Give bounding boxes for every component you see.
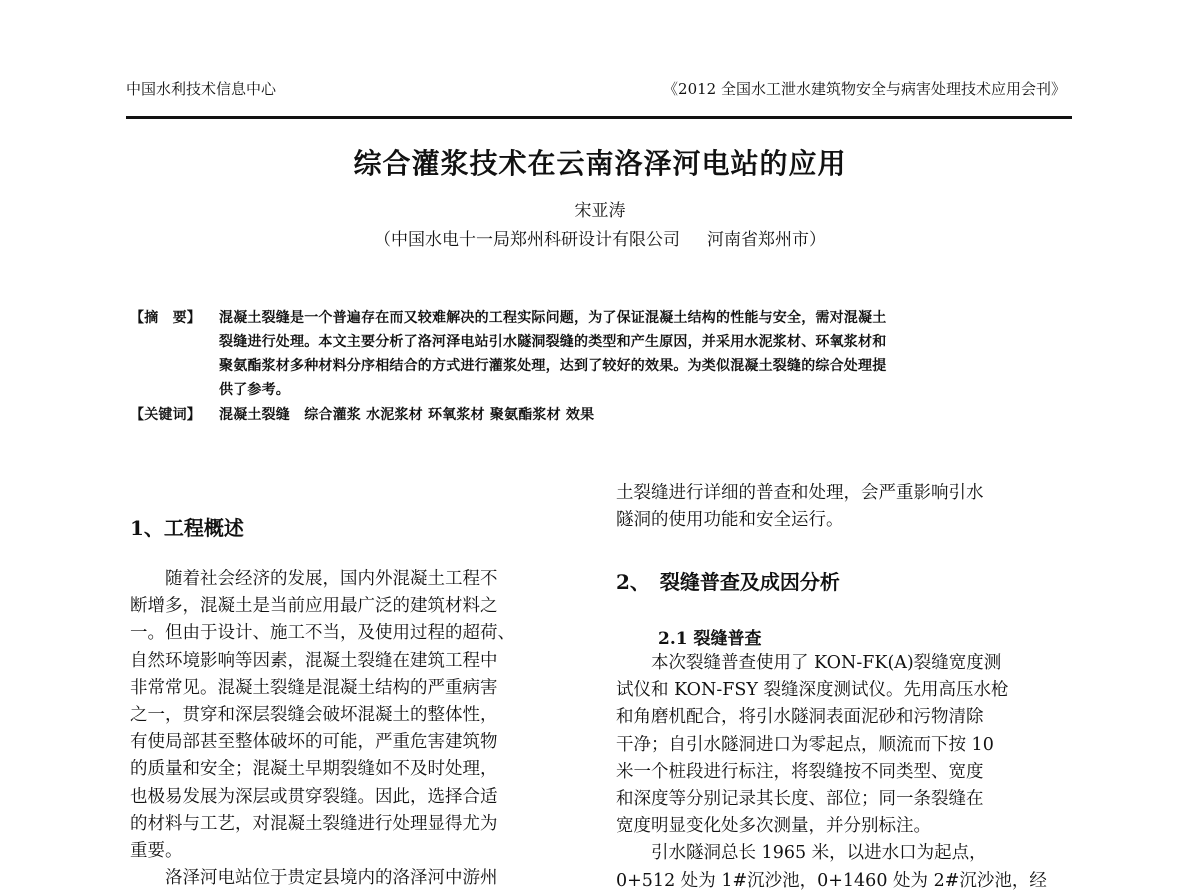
left-paragraph-1 bbox=[130, 566, 577, 892]
running-header-left: 中国水利技术信息中心 bbox=[126, 80, 277, 98]
text-line: 也极易发展为深层或贯穿裂缝。因此，选择合适 bbox=[130, 786, 498, 807]
section-heading-1: 1、工程概述 bbox=[130, 516, 244, 540]
text-line: 之一，贯穿和深层裂缝会破坏混凝土的整体性， bbox=[130, 705, 498, 726]
text-line: 重要。 bbox=[130, 841, 183, 862]
text-line: 和深度等分别记录其长度、部位；同一条裂缝在 bbox=[616, 789, 984, 810]
text-line: 自然环境影响等因素，混凝土裂缝在建筑工程中 bbox=[130, 650, 498, 671]
abstract-line: 混凝土裂缝是一个普遍存在而又较难解决的工程实际问题，为了保证混凝土结构的性能与安全，需对混凝土 bbox=[219, 310, 887, 326]
author-name: 宋亚涛 bbox=[574, 201, 626, 221]
text-line: 非常常见。混凝土裂缝是混凝土结构的严重病害 bbox=[130, 677, 498, 698]
text-line: 干净；自引水隧洞进口为零起点，顺流而下按 10 bbox=[616, 734, 994, 755]
header-rule bbox=[126, 116, 1072, 119]
text-line: 有使局部甚至整体破坏的可能，严重危害建筑物 bbox=[130, 732, 498, 753]
section-heading-2: 2、 裂缝普查及成因分析 bbox=[616, 570, 840, 594]
author-affiliation: （中国水电十一局郑州科研设计有限公司 河南省郑州市） bbox=[373, 230, 827, 250]
text-line: 土裂缝进行详细的普查和处理，会严重影响引水 bbox=[616, 483, 984, 503]
text-line: 试仪和 KON-FSY 裂缝深度测试仪。先用高压水枪 bbox=[616, 680, 1009, 701]
text-line-partial: 0+512 处为 1#沉沙池，0+1460 处为 2#沉沙池，经 bbox=[616, 870, 1047, 891]
keywords-text: 混凝土裂缝 综合灌浆 水泥浆材 环氧浆材 聚氨酯浆材 效果 bbox=[219, 407, 595, 423]
running-header-right: 《2012 全国水工泄水建筑物安全与病害处理技术应用会刊》 bbox=[663, 80, 1066, 98]
text-line: 本次裂缝普查使用了 KON-FK(A)裂缝宽度测 bbox=[616, 653, 1002, 673]
keywords-label: 【关键词】 bbox=[130, 407, 201, 423]
text-line: 随着社会经济的发展，国内外混凝土工程不 bbox=[130, 569, 498, 589]
abstract-line: 聚氨酯浆材多种材料分序相结合的方式进行灌浆处理，达到了较好的效果。为类似混凝土裂缝的综合处理提 bbox=[219, 358, 887, 374]
text-line: 断增多，混凝土是当前应用最广泛的建筑材料之 bbox=[130, 596, 498, 617]
text-line: 米一个桩段进行标注，将裂缝按不同类型、宽度 bbox=[616, 761, 984, 782]
text-line: 的质量和安全；混凝土早期裂缝如不及时处理， bbox=[130, 759, 498, 780]
right-continuation bbox=[616, 480, 1062, 534]
text-line-partial: 洛泽河电站位于贵定县境内的洛泽河中游州 bbox=[130, 868, 498, 889]
text-line: 的材料与工艺，对混凝土裂缝进行处理显得尤为 bbox=[130, 813, 498, 834]
right-paragraph bbox=[616, 650, 1062, 895]
text-line: 隧洞的使用功能和安全运行。 bbox=[616, 510, 844, 531]
text-line: 一。但由于设计、施工不当，及使用过程的超荷、 bbox=[130, 623, 515, 644]
text-line: 宽度明显变化处多次测量，并分别标注。 bbox=[616, 816, 931, 837]
paper-title: 综合灌浆技术在云南洛泽河电站的应用 bbox=[353, 147, 847, 180]
subsection-heading-2-1: 2.1 裂缝普查 bbox=[658, 629, 762, 649]
text-line: 和角磨机配合，将引水隧洞表面泥砂和污物清除 bbox=[616, 707, 984, 728]
abstract-label: 【摘 要】 bbox=[130, 310, 201, 326]
abstract-line: 裂缝进行处理。本文主要分析了洛河泽电站引水隧洞裂缝的类型和产生原因，并采用水泥浆材、环氧浆材和 bbox=[219, 334, 887, 350]
abstract-line: 供了参考。 bbox=[219, 382, 290, 398]
text-line: 引水隧洞总长 1965 米，以进水口为起点， bbox=[616, 843, 987, 864]
